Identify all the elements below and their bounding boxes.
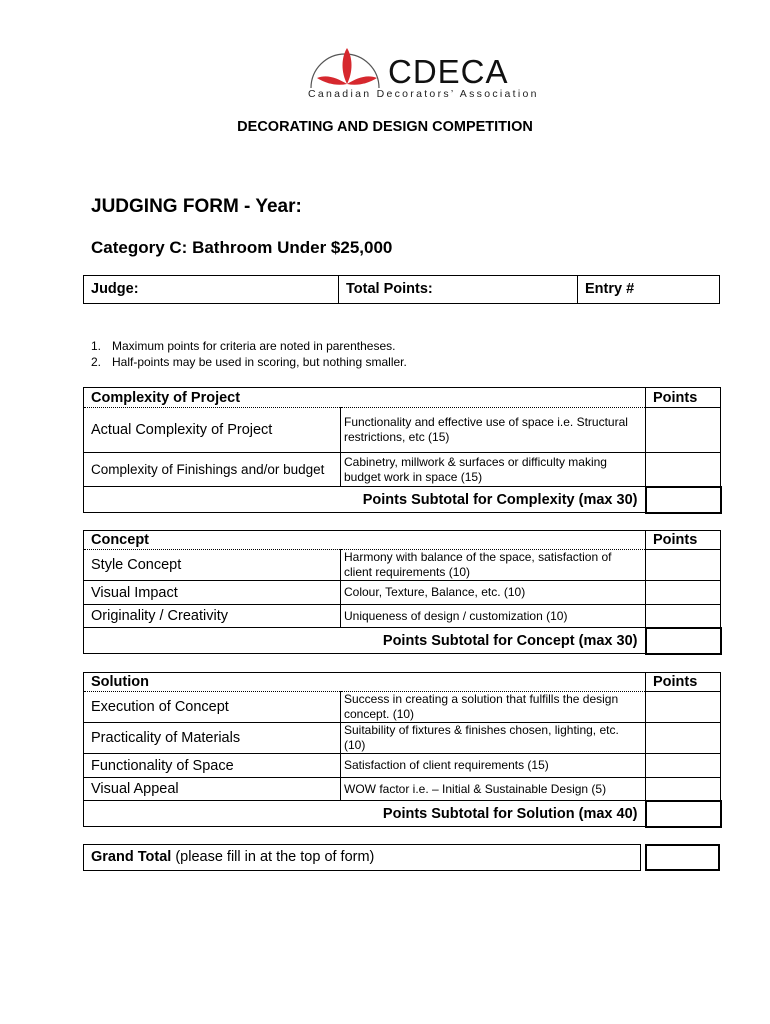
criterion-label: Execution of Concept — [84, 692, 341, 723]
points-header: Points — [646, 388, 721, 408]
list-item: 1. Maximum points for criteria are noted in parentheses. — [91, 339, 396, 353]
criterion-description: Functionality and effective use of space i.e. Structural restrictions, etc (15) — [341, 408, 646, 453]
criterion-label: Complexity of Finishings and/or budget — [84, 453, 341, 487]
criterion-label: Visual Appeal — [84, 778, 341, 801]
subtotal-input[interactable] — [646, 487, 721, 513]
points-input[interactable] — [646, 581, 721, 605]
solution-section — [83, 672, 722, 828]
subtotal-label: Points Subtotal for Complexity (max 30) — [84, 487, 646, 513]
points-input[interactable] — [646, 408, 721, 453]
competition-title: DECORATING AND DESIGN COMPETITION — [237, 119, 533, 135]
total-points-field[interactable]: Total Points: — [339, 276, 578, 303]
judge-info-box — [83, 275, 720, 304]
criterion-description: Cabinetry, millwork & surfaces or difficulty making budget work in space (15) — [341, 453, 646, 487]
points-input[interactable] — [646, 453, 721, 487]
points-header: Points — [646, 673, 721, 692]
instructions-list — [91, 339, 407, 370]
criterion-description: Satisfaction of client requirements (15) — [341, 754, 646, 778]
criterion-label: Visual Impact — [84, 581, 341, 605]
entry-number-field[interactable]: Entry # — [585, 281, 635, 297]
category-title: Category C: Bathroom Under $25,000 — [91, 238, 393, 257]
grand-total-label-box — [83, 844, 641, 871]
list-item: 2. Half-points may be used in scoring, but nothing smaller. — [91, 354, 407, 369]
section-title: Solution — [84, 673, 646, 692]
criterion-label: Originality / Creativity — [84, 605, 341, 628]
criterion-label: Practicality of Materials — [84, 723, 341, 754]
section-title: Complexity of Project — [84, 388, 646, 408]
points-input[interactable] — [646, 723, 721, 754]
criterion-description: Uniqueness of design / customization (10) — [341, 605, 646, 628]
points-input[interactable] — [646, 778, 721, 801]
points-input[interactable] — [646, 754, 721, 778]
subtotal-label: Points Subtotal for Solution (max 40) — [84, 801, 646, 827]
subtotal-input[interactable] — [646, 628, 721, 654]
points-header: Points — [646, 531, 721, 550]
logo-subtitle: Canadian Decorators’ Association — [308, 88, 539, 100]
concept-section — [83, 530, 722, 655]
judge-field[interactable]: Judge: — [84, 276, 339, 303]
points-input[interactable] — [646, 605, 721, 628]
criterion-description: WOW factor i.e. – Initial & Sustainable Design (5) — [341, 778, 646, 801]
points-input[interactable] — [646, 692, 721, 723]
points-input[interactable] — [646, 550, 721, 581]
subtotal-input[interactable] — [646, 801, 721, 827]
criterion-description: Suitability of fixtures & finishes chosen, lighting, etc. (10) — [341, 723, 646, 754]
cdeca-logo-mark-icon — [307, 44, 387, 92]
criterion-label: Style Concept — [84, 550, 341, 581]
grand-total-label: Grand Total — [91, 849, 172, 865]
complexity-section — [83, 387, 722, 514]
section-title: Concept — [84, 531, 646, 550]
grand-total-input[interactable] — [645, 844, 720, 871]
criterion-label: Actual Complexity of Project — [84, 408, 341, 453]
form-title: JUDGING FORM - Year: — [91, 196, 302, 217]
subtotal-label: Points Subtotal for Concept (max 30) — [84, 628, 646, 654]
grand-total-note: (please fill in at the top of form) — [171, 849, 375, 865]
grand-total-row — [83, 844, 720, 871]
criterion-description: Harmony with balance of the space, satisfaction of client requirements (10) — [341, 550, 646, 581]
logo-name: CDECA — [388, 53, 509, 90]
criterion-description: Success in creating a solution that fulfills the design concept. (10) — [341, 692, 646, 723]
criterion-description: Colour, Texture, Balance, etc. (10) — [341, 581, 646, 605]
criterion-label: Functionality of Space — [84, 754, 341, 778]
